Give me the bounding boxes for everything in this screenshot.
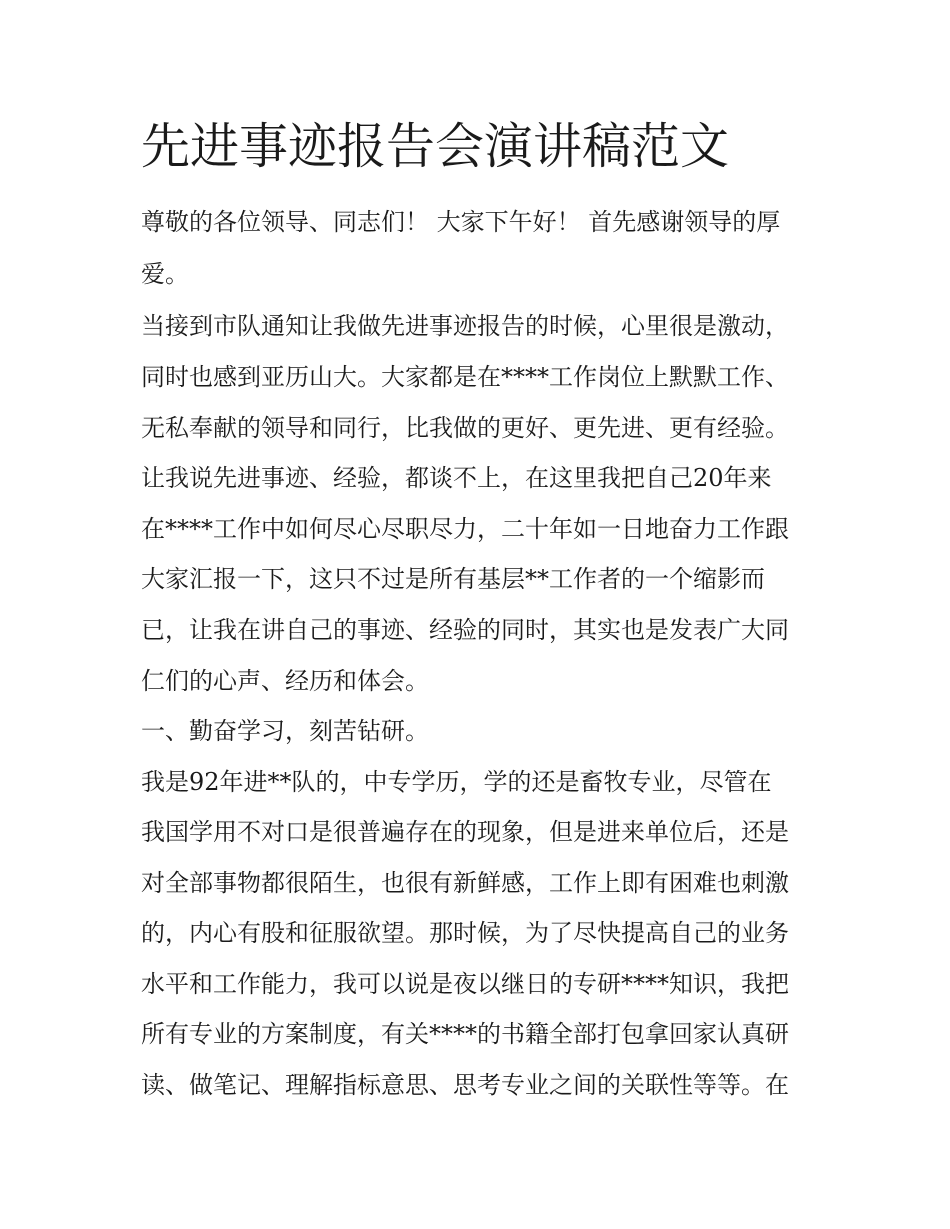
paragraph-line: 读、做笔记、理解指标意思、思考专业之间的关联性等等。在 — [141, 1071, 789, 1099]
section-heading: 一、勤奋学习，刻苦钻研。 — [141, 717, 429, 745]
paragraph-line: 大家汇报一下，这只不过是所有基层**工作者的一个缩影而 — [141, 565, 765, 593]
document-title: 先进事迹报告会演讲稿范文 — [141, 118, 730, 175]
paragraph-line: 爱。 — [141, 260, 189, 288]
paragraph-line: 当接到市队通知让我做先进事迹报告的时候，心里很是激动， — [141, 312, 789, 340]
paragraph-line: 在****工作中如何尽心尽职尽力，二十年如一日地奋力工作跟 — [141, 515, 789, 543]
paragraph-line: 无私奉献的领导和同行，比我做的更好、更先进、更有经验。 — [141, 414, 789, 442]
paragraph-line: 我国学用不对口是很普遍存在的现象，但是进来单位后，还是 — [141, 818, 789, 846]
paragraph-line: 仁们的心声、经历和体会。 — [141, 667, 429, 695]
paragraph-line: 尊敬的各位领导、同志们！ 大家下午好！ 首先感谢领导的厚 — [141, 208, 781, 236]
paragraph-line: 同时也感到亚历山大。大家都是在****工作岗位上默默工作、 — [141, 363, 789, 391]
paragraph-line: 的，内心有股和征服欲望。那时候，为了尽快提高自己的业务 — [141, 919, 789, 947]
paragraph-line: 所有专业的方案制度，有关****的书籍全部打包拿回家认真研 — [141, 1020, 789, 1048]
paragraph-line: 对全部事物都很陌生，也很有新鲜感，工作上即有困难也刺激 — [141, 869, 789, 897]
paragraph-line: 我是92年进**队的，中专学历，学的还是畜牧专业，尽管在 — [141, 768, 772, 796]
paragraph-line: 让我说先进事迹、经验，都谈不上，在这里我把自己20年来 — [141, 464, 772, 492]
paragraph-line: 水平和工作能力，我可以说是夜以继日的专研****知识，我把 — [141, 970, 789, 998]
paragraph-line: 已，让我在讲自己的事迹、经验的同时，其实也是发表广大同 — [141, 616, 789, 644]
